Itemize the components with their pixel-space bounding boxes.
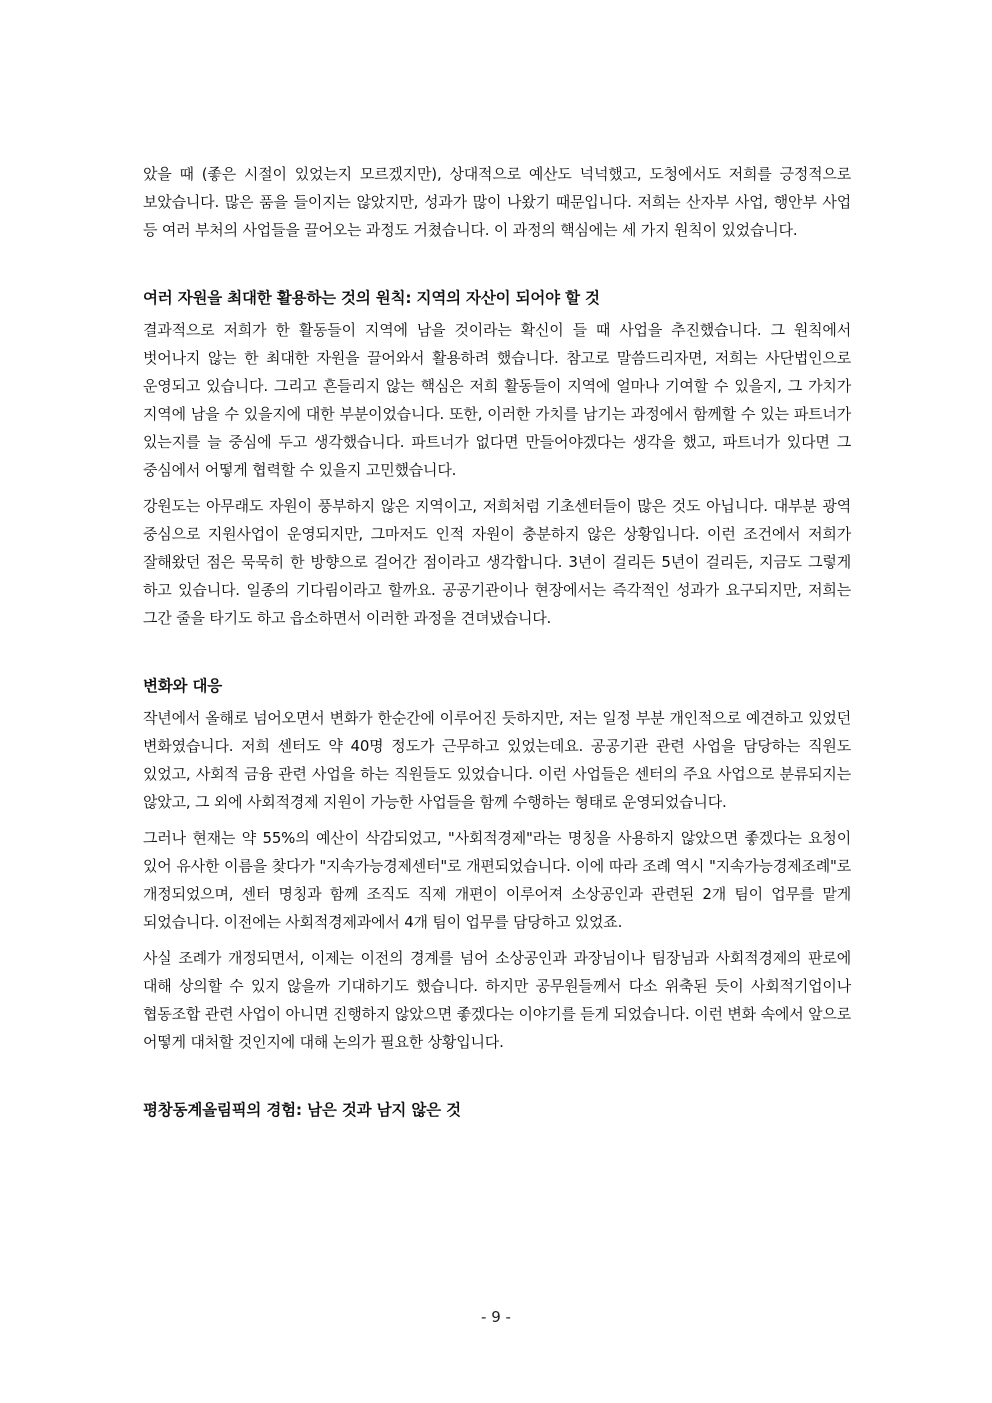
intro-paragraph: 았을 때 (좋은 시절이 있었는지 모르겠지만), 상대적으로 예산도 넉넉했고, 도청에서도 저희를 긍정적으로 보았습니다. 많은 품을 들이지는 않았지만, 성과가 많이 나왔기 때문입니다. 저희는 산자부 사업, 행안부 사업 등 여러 부처의 사업들을 끌어오는 과정도 거쳤습니다. 이 과정의 핵심에는 세 가지 원칙이 있었습니다. <box>143 165 851 239</box>
body-paragraph: 사실 조례가 개정되면서, 이제는 이전의 경계를 넘어 소상공인과 과장님이나 팀장님과 사회적경제의 판로에 대해 상의할 수 있지 않을까 기대하기도 했습니다. 하지만 공무원들께서 다소 위축된 듯이 사회적기업이나 협동조합 관련 사업이 아니면 진행하지 않았으면 좋겠다는 이야기를 듣게 되었습니다. 이런 변화 속에서 앞으로 어떻게 대처할 것인지에 대해 논의가 필요한 상황입니다. <box>143 949 851 1051</box>
page-number: - 9 - <box>481 1308 511 1326</box>
section-resource-principle <box>143 284 851 632</box>
body-paragraph: 작년에서 올해로 넘어오면서 변화가 한순간에 이루어진 듯하지만, 저는 일정 부분 개인적으로 예견하고 있었던 변화였습니다. 저희 센터도 약 40명 정도가 근무하고 있었는데요. 공공기관 관련 사업을 담당하는 직원도 있었고, 사회적 금융 관련 사업을 하는 직원들도 있었습니다. 이런 사업들은 센터의 주요 사업으로 분류되지는 않았고, 그 외에 사회적경제 지원이 가능한 사업들을 함께 수행하는 형태로 운영되었습니다. <box>143 709 851 811</box>
section-heading: 변화와 대응 <box>143 677 223 695</box>
section-heading: 여러 자원을 최대한 활용하는 것의 원칙: 지역의 자산이 되어야 할 것 <box>143 289 600 307</box>
body-paragraph: 그러나 현재는 약 55%의 예산이 삭감되었고, "사회적경제"라는 명칭을 사용하지 않았으면 좋겠다는 요청이 있어 유사한 이름을 찾다가 "지속가능경제센터"로 개편되었습니다. 이에 따라 조례 역시 "지속가능경제조례"로 개정되었으며, 센터 명칭과 함께 조직도 직제 개편이 이루어져 소상공인과 관련된 2개 팀이 업무를 맡게 되었습니다. 이전에는 사회적경제과에서 4개 팀이 업무를 담당하고 있었죠. <box>143 829 851 931</box>
document-page <box>143 160 851 1128</box>
section-change-response <box>143 672 851 1056</box>
body-paragraph: 결과적으로 저희가 한 활동들이 지역에 남을 것이라는 확신이 들 때 사업을 추진했습니다. 그 원칙에서 벗어나지 않는 한 최대한 자원을 끌어와서 활용하려 했습니다. 참고로 말씀드리자면, 저희는 사단법인으로 운영되고 있습니다. 그리고 흔들리지 않는 핵심은 저희 활동들이 지역에 얼마나 기여할 수 있을지, 그 가치가 지역에 남을 수 있을지에 대한 부분이었습니다. 또한, 이러한 가치를 남기는 과정에서 함께할 수 있는 파트너가 있는지를 늘 중심에 두고 생각했습니다. 파트너가 없다면 만들어야겠다는 생각을 했고, 파트너가 있다면 그 중심에서 어떻게 협력할 수 있을지 고민했습니다. <box>143 321 851 479</box>
section-heading: 평창동계올림픽의 경험: 남은 것과 남지 않은 것 <box>143 1101 461 1119</box>
section-olympics-experience <box>143 1096 851 1124</box>
body-paragraph: 강원도는 아무래도 자원이 풍부하지 않은 지역이고, 저희처럼 기초센터들이 많은 것도 아닙니다. 대부분 광역 중심으로 지원사업이 운영되지만, 그마저도 인적 자원이 충분하지 않은 상황입니다. 이런 조건에서 저희가 잘해왔던 점은 묵묵히 한 방향으로 걸어간 점이라고 생각합니다. 3년이 걸리든 5년이 걸리든, 지금도 그렇게 하고 있습니다. 일종의 기다림이라고 할까요. 공공기관이나 현장에서는 즉각적인 성과가 요구되지만, 저희는 그간 줄을 타기도 하고 읍소하면서 이러한 과정을 견뎌냈습니다. <box>143 497 851 627</box>
